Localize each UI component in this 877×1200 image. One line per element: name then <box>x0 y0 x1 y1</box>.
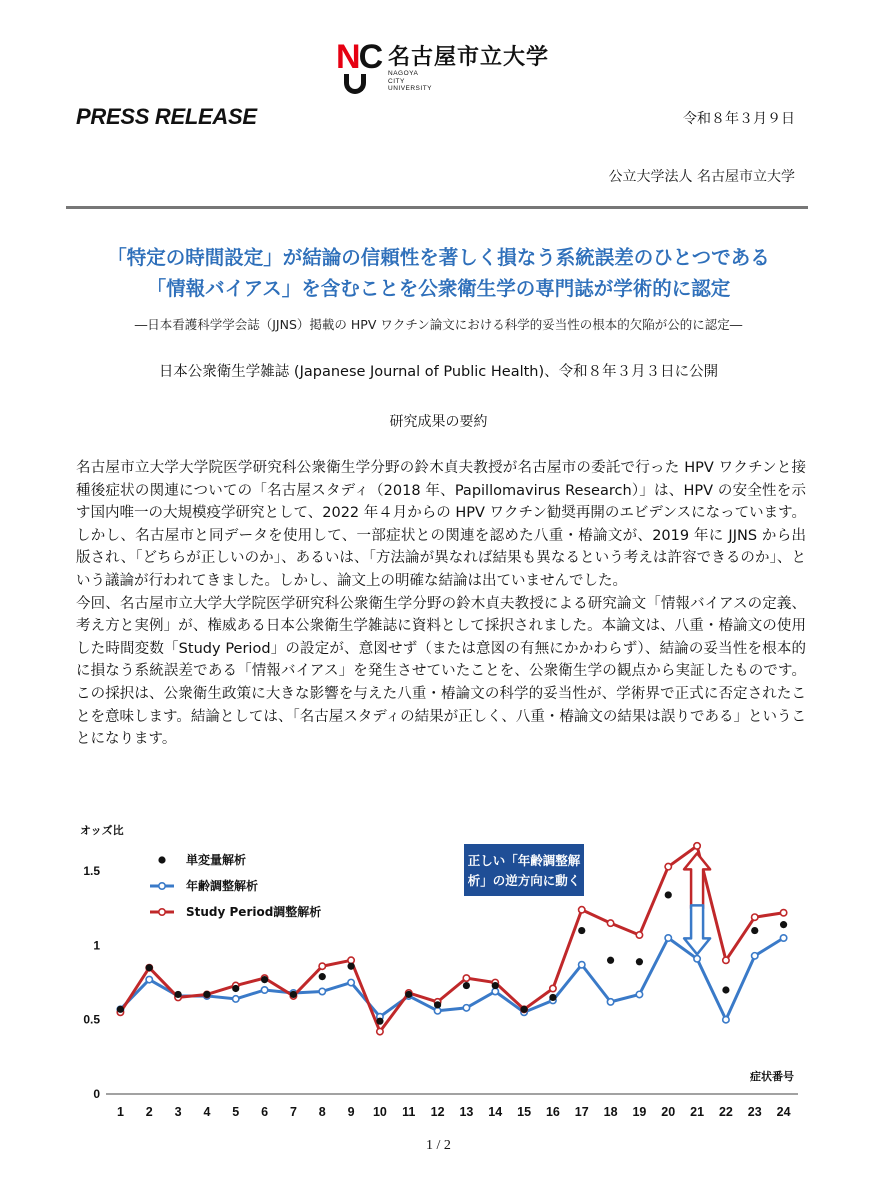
study-period-point <box>319 963 325 969</box>
press-release-label: PRESS RELEASE <box>76 104 257 129</box>
x-tick-label: 12 <box>430 1105 445 1119</box>
age-adjusted-point <box>752 953 758 959</box>
x-tick-label: 13 <box>459 1105 474 1119</box>
x-tick-label: 15 <box>517 1105 532 1119</box>
univariate-point <box>434 1001 441 1008</box>
x-tick-label: 16 <box>545 1105 560 1119</box>
univariate-point <box>492 982 499 989</box>
legend-marker-study-period <box>159 909 165 915</box>
x-tick-label: 7 <box>289 1105 297 1119</box>
legend-marker-univariate <box>158 856 165 863</box>
y-tick-label: 0.5 <box>83 1012 100 1027</box>
univariate-point <box>405 991 412 998</box>
study-period-point <box>665 863 671 869</box>
chart-annotation <box>464 844 710 954</box>
study-period-point <box>377 1028 383 1034</box>
body-paragraph-2: 今回、名古屋市立大学大学院医学研究科公衆衛生学分野の鈴木貞夫教授による研究論文「情報バイアスの定義、考え方と実例」が、権威ある日本公衆衛生学雑誌に資料として採択されました。本論文は、八重・椿論文の使用した時間変数「Study Period」の設定が、意図せず（または意図の有無にかかわらず）、結論の妥当性を根本的に損なう系統誤差である「情報バイアス」を発生させていたことを、公衆衛生学の観点から実証したものです。この採択は、公衆衛生政策に大きな影響を与えた八重・椿論文の科学的妥当性が、学術界で正式に否定されたことを意味します。結論としては、「名古屋スタディの結果が正しく、八重・椿論文の結果は誤りである」ということになります。 <box>76 595 806 748</box>
age-adjusted-point <box>319 988 325 994</box>
x-tick-label: 8 <box>318 1105 326 1119</box>
y-tick-label: 1.5 <box>83 864 100 879</box>
univariate-point <box>146 964 153 971</box>
x-tick-label: 22 <box>718 1105 733 1119</box>
age-adjusted-point <box>780 935 786 941</box>
legend-label: 単変量解析 <box>186 853 247 867</box>
age-adjusted-point <box>723 1017 729 1023</box>
headline-line-2: 「情報バイアス」を含むことを公衆衛生学の専門誌が学術的に認定 <box>146 277 731 300</box>
age-adjusted-point <box>636 991 642 997</box>
age-adjusted-point <box>579 962 585 968</box>
body-text <box>76 457 806 751</box>
univariate-point <box>376 1018 383 1025</box>
age-adjusted-point <box>665 935 671 941</box>
univariate-point <box>117 1006 124 1013</box>
univariate-point <box>722 986 729 993</box>
x-tick-label: 11 <box>402 1105 416 1119</box>
y-tick-label: 0 <box>93 1087 100 1101</box>
study-period-point <box>579 907 585 913</box>
age-adjusted-point <box>434 1008 440 1014</box>
study-period-point <box>348 957 354 963</box>
study-period-point <box>636 932 642 938</box>
organization-name: 公立大学法人 名古屋市立大学 <box>608 169 795 185</box>
annotation-box <box>464 844 584 896</box>
x-tick-label: 21 <box>690 1105 705 1119</box>
x-tick-label: 4 <box>203 1105 211 1119</box>
study-period-point <box>780 910 786 916</box>
body-paragraph-1: 名古屋市立大学大学院医学研究科公衆衛生学分野の鈴木貞夫教授が名古屋市の委託で行った HPV ワクチンと接種後症状の関連についての「名古屋スタディ（2018 年、Papillomavirus Research）」は、HPV の安全性を示す国内唯一の大規模疫学研究として、2022 年４月からの HPV ワクチン勧奨再開のエビデンスになっています。しかし、名古屋市と同データを使用して、一部症状との関連を認めた八重・椿論文が、2019 年に JJNS から出版され、「どちらが正しいのか」、あるいは、「方法論が異なれば結果も異なるという考えは許容できるのか」、という議論が行われてきました。しかし、論文上の明確な結論は出ていませんでした。 <box>76 460 806 589</box>
headline-subtitle: ―日本看護科学学会誌（JJNS）掲載の HPV ワクチン論文における科学的妥当性の根本的欠陥が公的に認定― <box>134 317 743 332</box>
age-adjusted-point <box>492 988 498 994</box>
y-axis-label: オッズ比 <box>80 824 124 837</box>
logo-subtitle: NAGOYA CITY UNIVERSITY <box>388 70 433 92</box>
univariate-point <box>347 963 354 970</box>
summary-heading: 研究成果の要約 <box>389 414 488 430</box>
univariate-point <box>636 958 643 965</box>
study-period-point <box>607 920 613 926</box>
univariate-point <box>751 927 758 934</box>
univariate-point <box>549 994 556 1001</box>
study-period-point <box>723 957 729 963</box>
study-period-point <box>752 914 758 920</box>
legend-label: Study Period調整解析 <box>186 905 322 919</box>
legend-label: 年齢調整解析 <box>186 879 259 893</box>
header-divider <box>66 206 808 209</box>
down-arrow-icon <box>684 905 710 954</box>
university-logo <box>336 38 566 96</box>
logo-u-shape <box>344 74 366 94</box>
release-date: 令和８年３月９日 <box>683 111 795 127</box>
univariate-point <box>607 957 614 964</box>
x-tick-label: 2 <box>145 1105 153 1119</box>
age-adjusted-line <box>120 938 783 1020</box>
study-period-point <box>463 975 469 981</box>
univariate-point <box>203 991 210 998</box>
x-axis-label: 症状番号 <box>750 1070 794 1083</box>
x-tick-label: 20 <box>661 1105 676 1119</box>
x-tick-label: 17 <box>574 1105 589 1119</box>
annotation-text: 析」の逆方向に動く <box>467 873 581 888</box>
age-adjusted-point <box>694 956 700 962</box>
x-tick-label: 18 <box>603 1105 618 1119</box>
logo-mark: NC <box>336 38 382 76</box>
headline-line-1: 「特定の時間設定」が結論の信頼性を著しく損なう系統誤差のひとつである <box>107 246 770 269</box>
x-tick-label: 10 <box>372 1105 387 1119</box>
univariate-point <box>319 973 326 980</box>
univariate-point <box>174 991 181 998</box>
journal-publication-line: 日本公衆衛生学雑誌 (Japanese Journal of Public Health)、令和８年３月３日に公開 <box>158 364 719 380</box>
x-tick-label: 3 <box>174 1105 182 1119</box>
x-tick-label: 23 <box>747 1105 762 1119</box>
x-tick-label: 1 <box>116 1105 124 1119</box>
age-adjusted-point <box>463 1005 469 1011</box>
age-adjusted-point <box>348 979 354 985</box>
page-number: 1 / 2 <box>426 1138 451 1153</box>
univariate-point <box>780 921 787 928</box>
univariate-point <box>232 985 239 992</box>
x-tick-label: 24 <box>776 1105 791 1119</box>
x-tick-label: 14 <box>488 1105 503 1119</box>
age-adjusted-point <box>146 976 152 982</box>
x-tick-label: 9 <box>347 1105 355 1119</box>
univariate-point <box>520 1006 527 1013</box>
annotation-text: 正しい「年齢調整解 <box>467 853 581 868</box>
univariate-point <box>290 991 297 998</box>
y-tick-label: 1 <box>93 938 100 953</box>
legend-marker-age-adjusted <box>159 883 165 889</box>
x-tick-label: 19 <box>632 1105 647 1119</box>
chart-legend <box>150 852 321 919</box>
x-tick-label: 6 <box>261 1105 269 1119</box>
age-adjusted-point <box>233 996 239 1002</box>
x-tick-label: 5 <box>232 1105 240 1119</box>
study-period-point <box>550 985 556 991</box>
age-adjusted-point <box>261 987 267 993</box>
univariate-point <box>463 982 470 989</box>
logo-university-name: 名古屋市立大学 <box>388 45 550 70</box>
study-period-point <box>694 843 700 849</box>
odds-ratio-chart <box>76 822 806 1127</box>
univariate-point <box>578 927 585 934</box>
univariate-point <box>261 976 268 983</box>
age-adjusted-point <box>607 999 613 1005</box>
univariate-point <box>665 891 672 898</box>
